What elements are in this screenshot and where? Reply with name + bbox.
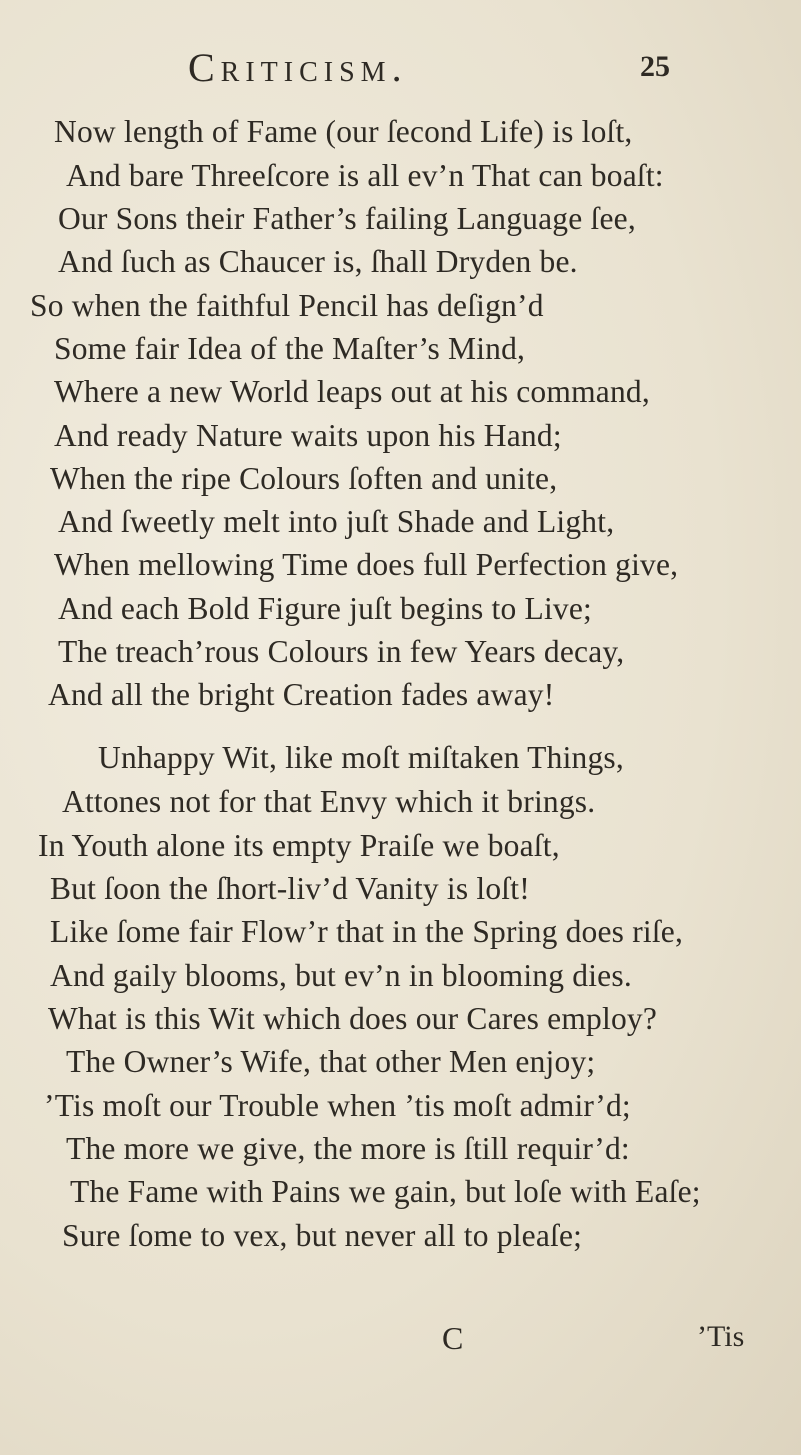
- verse-line: Attones not for that Envy which it brings.: [62, 784, 596, 819]
- signature-mark: C: [442, 1320, 464, 1356]
- verse-line: And ready Nature waits upon his Hand;: [54, 418, 562, 453]
- verse-line: In Youth alone its empty Praiſe we boaſt,: [38, 828, 560, 863]
- verse-line: The more we give, the more is ſtill requir’d:: [66, 1131, 630, 1166]
- verse-line: And bare Threeſcore is all ev’n That can boaſt:: [66, 158, 664, 193]
- verse-line: When the ripe Colours ſoften and unite,: [50, 461, 558, 496]
- verse-line: But ſoon the ſhort-liv’d Vanity is loſt!: [50, 871, 530, 906]
- verse-line: Sure ſome to vex, but never all to pleaſe;: [62, 1218, 583, 1253]
- verse-line: And ſweetly melt into juſt Shade and Light,: [58, 504, 615, 539]
- page-footer: [0, 1320, 801, 1370]
- verse-line: The treach’rous Colours in few Years decay,: [58, 634, 625, 669]
- verse-line: And ſuch as Chaucer is, ſhall Dryden be.: [58, 244, 578, 279]
- verse-line: Some fair Idea of the Maſter’s Mind,: [54, 331, 526, 366]
- verse-line: When mellowing Time does full Perfection give,: [54, 547, 679, 582]
- verse-line: Now length of Fame (our ſecond Life) is loſt,: [54, 114, 633, 149]
- verse-line: Where a new World leaps out at his command,: [54, 374, 650, 409]
- verse-line: The Fame with Pains we gain, but loſe with Eaſe;: [70, 1174, 701, 1209]
- verse-line: Our Sons their Father’s failing Language ſee,: [58, 201, 636, 236]
- verse-line: And all the bright Creation fades away!: [48, 677, 555, 712]
- verse-line: The Owner’s Wife, that other Men enjoy;: [66, 1044, 596, 1079]
- verse-line: Unhappy Wit, like moſt miſtaken Things,: [98, 740, 624, 775]
- catchword: ’Tis: [697, 1320, 745, 1353]
- running-head: Criticism.: [188, 45, 408, 90]
- verse-line: Like ſome fair Flow’r that in the Spring does riſe,: [50, 914, 684, 949]
- verse-line: And gaily blooms, but ev’n in blooming dies.: [50, 958, 632, 993]
- verse-line: What is this Wit which does our Cares employ?: [48, 1001, 658, 1036]
- page-number: 25: [640, 50, 670, 83]
- verse-line: And each Bold Figure juſt begins to Live;: [58, 591, 592, 626]
- verse-line: ’Tis moſt our Trouble when ’tis moſt admir’d;: [44, 1088, 631, 1123]
- verse-line: So when the faithful Pencil has deſign’d: [30, 288, 544, 323]
- page-header: [0, 44, 801, 104]
